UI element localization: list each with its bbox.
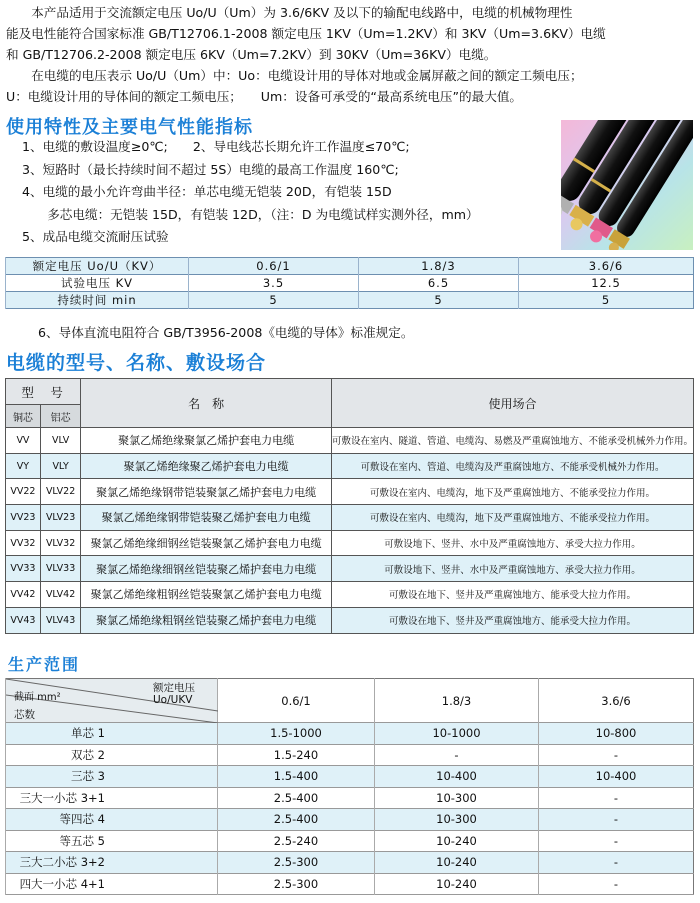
feature-list [22,136,479,249]
intro-line: 本产品适用于交流额定电压 Uo/U（Um）为 3.6/6KV 及以下的输配电线路中，电缆的机械物理性 [6,5,573,20]
feature-item: 3、短路时（最长持续时间不超过 5S）电缆的最高工作温度 160℃; [22,161,399,177]
table-cell: 试验电压 KV [6,275,189,292]
table-cell: 额定电压 Uo/U（KV） [6,258,189,275]
header-aluminum: 铝芯 [40,405,80,428]
cell-name: 聚氯乙烯绝缘粗钢丝铠装聚氯乙烯护套电力电缆 [81,582,332,608]
table-cell: 5 [359,292,519,309]
feature-item: 多芯电缆：无铠装 15D，有铠装 12D，（注：D 为电缆试样实测外径，mm） [22,206,479,222]
voltage-col-header: 1.8/3 [375,679,539,723]
table-row [6,292,694,309]
table-row [6,723,694,745]
table-row [6,809,694,831]
cell-al: VLV23 [40,505,80,531]
cell-cores: 四大一小芯 4+1 [6,873,218,895]
voltage-col-header: 3.6/6 [539,679,694,723]
cell-range: 2.5-300 [218,852,375,874]
table-row [6,607,694,633]
production-range-table [5,678,694,895]
cell-use: 可敷设在室内、管道、电缆沟及严重腐蚀地方、不能承受机械外力作用。 [331,453,693,479]
table-cell: 3.5 [189,275,359,292]
cell-cu: VV23 [6,505,41,531]
cell-range: 1.5-240 [218,744,375,766]
table-row [6,258,694,275]
cable-photo [561,120,693,250]
cell-range: 2.5-300 [218,873,375,895]
section-title-models: 电缆的型号、名称、敷设场合 [6,352,267,374]
cell-range: 1.5-1000 [218,723,375,745]
section-title-range: 生产范围 [8,655,81,674]
cell-name: 聚氯乙烯绝缘聚氯乙烯护套电力电缆 [81,428,332,454]
cell-cu: VV42 [6,582,41,608]
cores-label: 芯数 [14,709,35,721]
cell-cu: VV32 [6,530,41,556]
table-row [6,428,694,454]
feature-item: 4、电缆的最小允许弯曲半径：单芯电缆无铠装 20D，有铠装 15D [22,184,392,199]
cell-use: 可敷设在室内、电缆沟，地下及严重腐蚀地方、不能承受拉力作用。 [331,479,693,505]
cell-cu: VV43 [6,607,41,633]
cell-use: 可敷设在地下、竖井及严重腐蚀地方、能承受大拉力作用。 [331,582,693,608]
cell-name: 聚氯乙烯绝缘钢带铠装聚乙烯护套电力电缆 [81,505,332,531]
table-cell: 持续时间 min [6,292,189,309]
cell-range: 10-800 [539,723,694,745]
cell-range: 1.5-400 [218,766,375,788]
section-area-label: 截面 mm² [14,692,61,703]
cell-cu: VV [6,428,41,454]
cell-name: 聚氯乙烯绝缘聚乙烯护套电力电缆 [81,453,332,479]
cell-cu: VV22 [6,479,41,505]
cell-range: - [539,852,694,874]
table-cell: 6.5 [359,275,519,292]
cell-range: - [539,787,694,809]
intro-line: 和 GB/T12706.2-2008 额定电压 6KV（Um=7.2KV）到 30KV（Um=36KV）电缆。 [6,47,497,62]
table-cell: 5 [519,292,694,309]
cell-use: 可敷设在室内、电缆沟，地下及严重腐蚀地方、不能承受拉力作用。 [331,505,693,531]
table-row [6,453,694,479]
cell-cu: VY [6,453,41,479]
cell-range: 10-240 [375,852,539,874]
table-row [6,873,694,895]
cell-cores: 三大二小芯 3+2 [6,852,218,874]
feature-item: 1、电缆的敷设温度≥0℃; 2、导电线芯长期允许工作温度≤70℃; [22,139,410,154]
cell-range: - [539,809,694,831]
voltage-test-table [5,257,694,309]
cell-cores: 三芯 3 [6,766,218,788]
feature-item: 5、成品电缆交流耐压试验 [22,229,169,244]
table-row [6,275,694,292]
table-row [6,766,694,788]
cell-al: VLV22 [40,479,80,505]
table-row [6,582,694,608]
cell-cu: VV33 [6,556,41,582]
cell-range: 10-300 [375,809,539,831]
cell-range: 2.5-400 [218,809,375,831]
cell-range: 10-240 [375,830,539,852]
intro-line: 能及电性能符合国家标准 GB/T12706.1-2008 额定电压 1KV（Um=1.2KV）和 3KV（Um=3.6KV）电缆 [6,26,606,41]
cell-range: - [539,830,694,852]
cell-al: VLV43 [40,607,80,633]
cell-range: - [539,873,694,895]
table-row [6,530,694,556]
header-use: 使用场合 [331,379,693,428]
cable-model-table [5,378,694,634]
cell-use: 可敷设地下、竖井、水中及严重腐蚀地方、承受大拉力作用。 [331,556,693,582]
table-cell: 5 [189,292,359,309]
cell-range: 10-1000 [375,723,539,745]
table-cell: 3.6/6 [519,258,694,275]
cell-name: 聚氯乙烯绝缘钢带铠装聚氯乙烯护套电力电缆 [81,479,332,505]
cell-name: 聚氯乙烯绝缘粗钢丝铠装聚乙烯护套电力电缆 [81,607,332,633]
cell-use: 可敷设地下、竖井、水中及严重腐蚀地方、承受大拉力作用。 [331,530,693,556]
intro-text [6,2,694,107]
voltage-label-text: 额定电压 [153,682,195,694]
cell-name: 聚氯乙烯绝缘细钢丝铠装聚氯乙烯护套电力电缆 [81,530,332,556]
cell-range: 10-400 [375,766,539,788]
cell-al: VLV32 [40,530,80,556]
header-model: 型 号 [6,379,81,405]
table-row [6,852,694,874]
header-name: 名 称 [81,379,332,428]
cell-al: VLV33 [40,556,80,582]
cell-range: 10-300 [375,787,539,809]
voltage-unit-text: Uo/UKV [153,694,193,706]
cell-cores: 等四芯 4 [6,809,218,831]
intro-line: 在电缆的电压表示 Uo/U（Um）中：Uo：电缆设计用的导体对地或金属屏蔽之间的额定工频电压； [6,68,583,83]
cell-name: 聚氯乙烯绝缘细钢丝铠装聚乙烯护套电力电缆 [81,556,332,582]
table-row [6,479,694,505]
cell-cores: 等五芯 5 [6,830,218,852]
cell-range: 10-400 [539,766,694,788]
cell-range: - [375,744,539,766]
range-header-diagonal [6,679,218,723]
cell-use: 可敷设在地下、竖井及严重腐蚀地方、能承受大拉力作用。 [331,607,693,633]
cell-use: 可敷设在室内、隧道、管道、电缆沟、易燃及严重腐蚀地方、不能承受机械外力作用。 [331,428,693,454]
table-row [6,556,694,582]
header-copper: 铜芯 [6,405,41,428]
table-cell: 12.5 [519,275,694,292]
table-row [6,787,694,809]
cell-cores: 三大一小芯 3+1 [6,787,218,809]
table-cell: 0.6/1 [189,258,359,275]
cell-range: - [539,744,694,766]
cell-cores: 单芯 1 [6,723,218,745]
cell-al: VLV [40,428,80,454]
conductor-note: 6、导体直流电阻符合 GB/T3956-2008《电缆的导体》标准规定。 [38,325,414,340]
voltage-label [153,682,195,706]
cell-al: VLY [40,453,80,479]
intro-line: U：电缆设计用的导体间的额定工频电压； Um：设备可承受的“最高系统电压”的最大值。 [6,89,523,104]
cell-cores: 双芯 2 [6,744,218,766]
cell-range: 2.5-400 [218,787,375,809]
voltage-col-header: 0.6/1 [218,679,375,723]
table-row [6,505,694,531]
cell-al: VLV42 [40,582,80,608]
table-row [6,744,694,766]
cell-range: 2.5-240 [218,830,375,852]
section-title-characteristics: 使用特性及主要电气性能指标 [6,117,253,138]
table-row [6,830,694,852]
table-cell: 1.8/3 [359,258,519,275]
cell-range: 10-240 [375,873,539,895]
